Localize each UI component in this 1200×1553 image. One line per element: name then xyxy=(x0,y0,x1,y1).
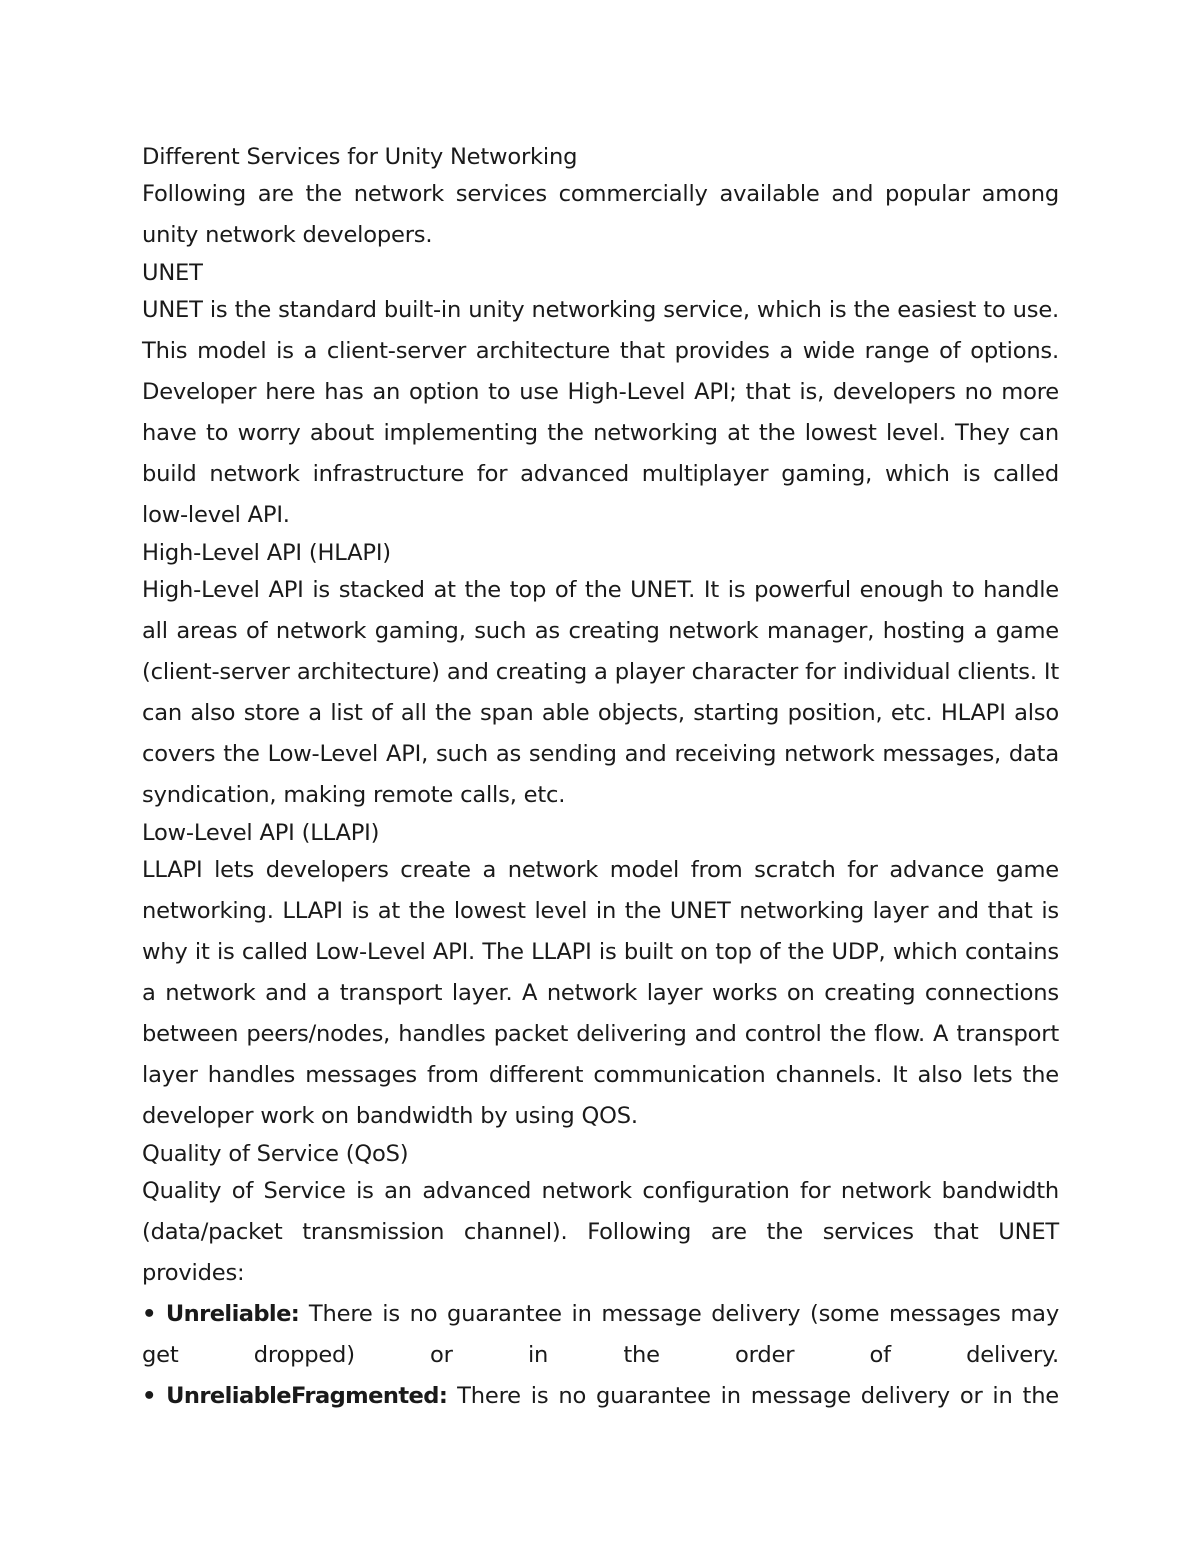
bullet-term: UnreliableFragmented: xyxy=(166,1383,448,1409)
document-page xyxy=(142,140,1059,1417)
bullet-marker: • xyxy=(142,1301,157,1327)
section-heading-hlapi: High-Level API (HLAPI) xyxy=(142,540,391,566)
bullet-term: Unreliable: xyxy=(165,1301,300,1327)
bullet-item-unreliable xyxy=(142,1294,1059,1376)
bullet-item-unreliable-fragmented xyxy=(142,1376,1059,1417)
bullet-text: There is no guarantee in message delivery or in the xyxy=(457,1383,1060,1409)
section-heading-llapi: Low-Level API (LLAPI) xyxy=(142,820,380,846)
section-body-unet: UNET is the standard built-in unity networking service, which is the easiest to use. This model is a client-server architecture that provides a wide range of options. Developer here has an option to use High-Level API; that is, developers no more have to worry about implementing the networking at the lowest level. They can build network infrastructure for advanced multiplayer gaming, which is called low-level API. xyxy=(142,297,1059,528)
section-body-llapi: LLAPI lets developers create a network model from scratch for advance game networking. LLAPI is at the lowest level in the UNET networking layer and that is why it is called Low-Level API. The LLAPI is built on top of the UDP, which contains a network and a transport layer. A network layer works on creating connections between peers/nodes, handles packet delivering and control the flow. A transport layer handles messages from different communication channels. It also lets the developer work on bandwidth by using QOS. xyxy=(142,857,1059,1129)
section-heading-unet: UNET xyxy=(142,260,203,286)
section-heading-qos: Quality of Service (QoS) xyxy=(142,1141,409,1167)
section-body-qos: Quality of Service is an advanced network configuration for network bandwidth (data/packet transmission channel). Following are the services that UNET provides: xyxy=(142,1178,1059,1286)
section-body-hlapi: High-Level API is stacked at the top of the UNET. It is powerful enough to handle all areas of network gaming, such as creating network manager, hosting a game (client-server architecture) and creating a player character for individual clients. It can also store a list of all the span able objects, starting position, etc. HLAPI also covers the Low-Level API, such as sending and receiving network messages, data syndication, making remote calls, etc. xyxy=(142,577,1059,808)
bullet-text: There is no guarantee in message delivery (some messages may get dropped) or in the order of delivery. xyxy=(142,1301,1059,1368)
bullet-marker: • xyxy=(142,1383,157,1409)
intro-paragraph: Following are the network services commercially available and popular among unity network developers. xyxy=(142,181,1059,248)
document-title: Different Services for Unity Networking xyxy=(142,144,578,170)
